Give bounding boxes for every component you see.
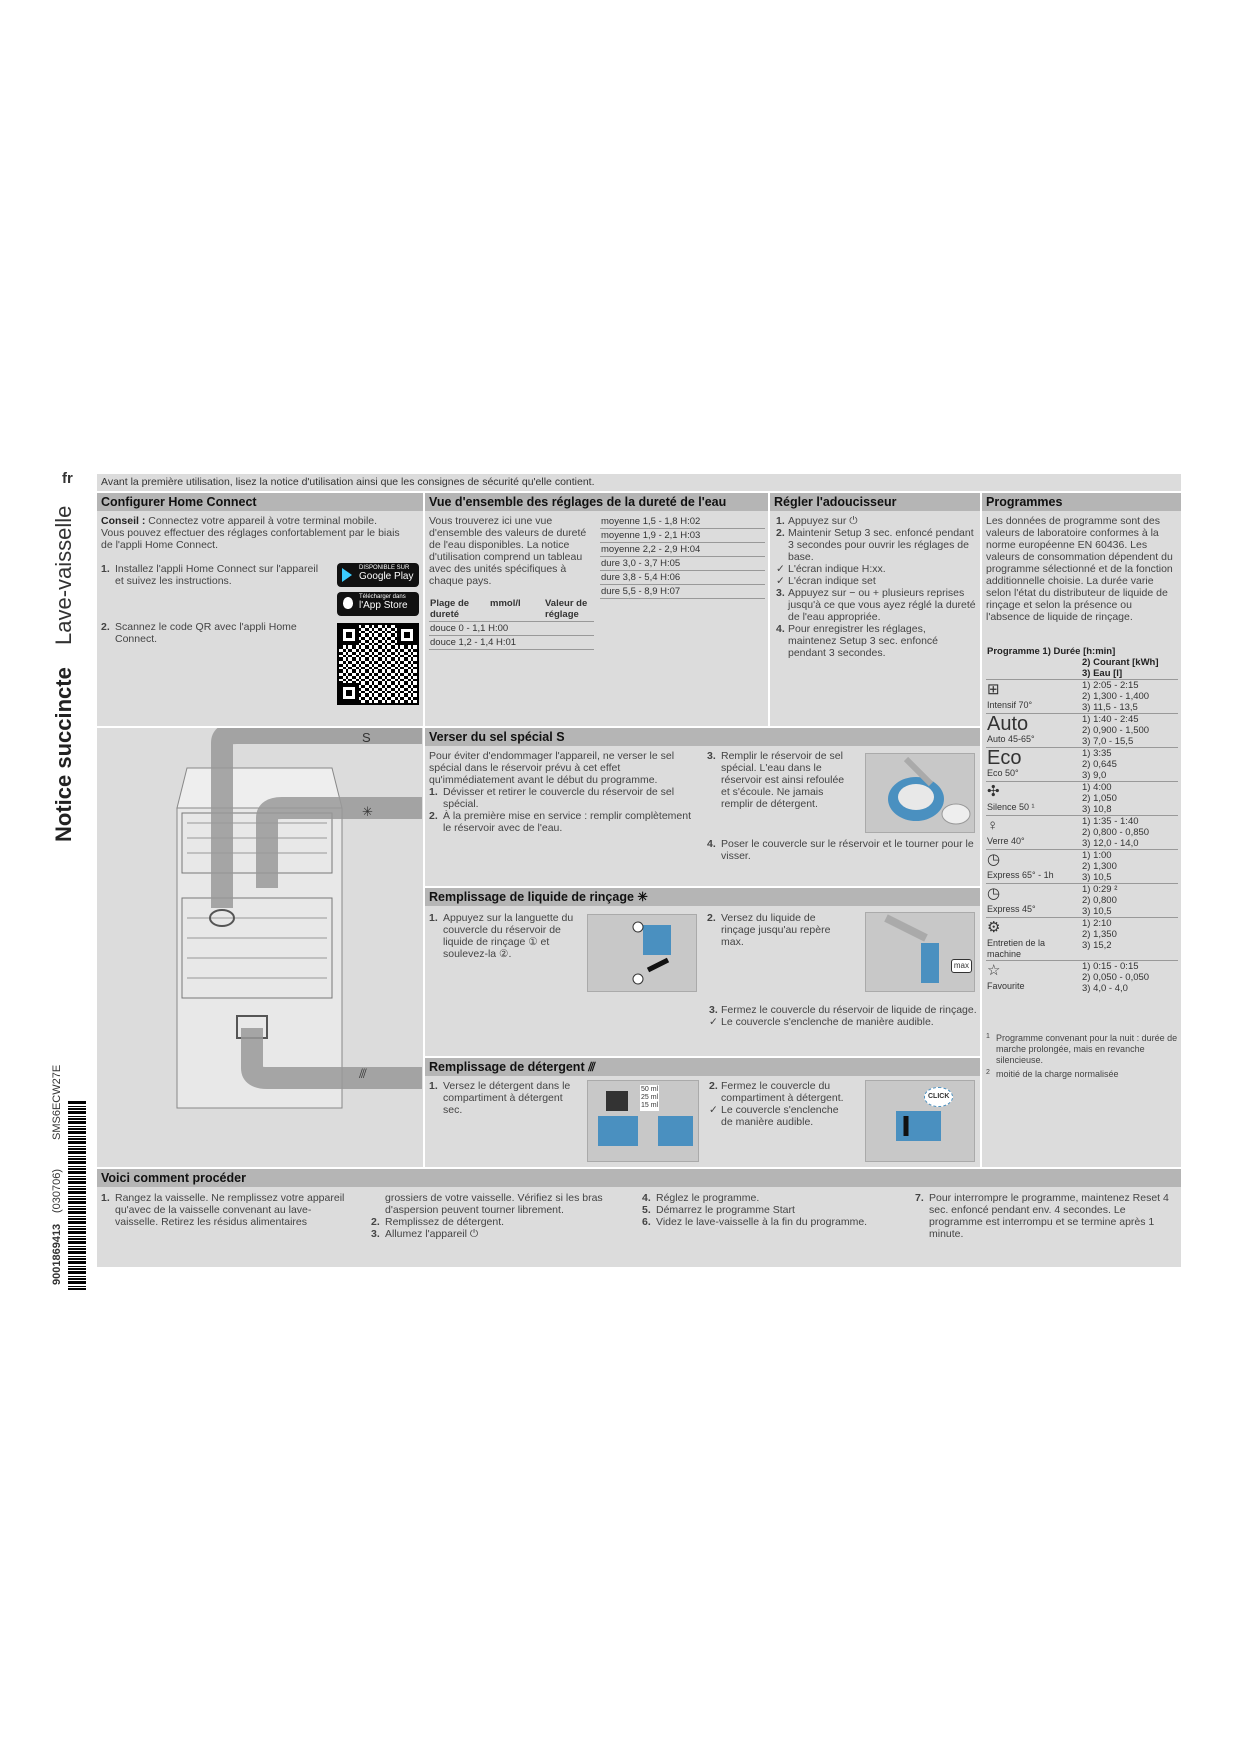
clock-icon: ◷ xyxy=(987,885,1001,902)
salt-steps-right xyxy=(707,750,852,810)
home-connect-step-1: 1. Installez l'appli Home Connect sur l'appareil et suivez les instructions. xyxy=(101,563,319,587)
rinse-check-3: ✓ Le couvercle s'enclenche de manière audible. xyxy=(709,1016,934,1028)
salt-title-icon: S xyxy=(556,730,565,744)
hardness-table-left xyxy=(429,597,594,650)
programme-value: 3) 9,0 xyxy=(1082,770,1107,781)
rinse-steps-mid xyxy=(707,912,847,948)
detergent-title: Remplissage de détergent xyxy=(429,1060,585,1074)
detergent-steps-left xyxy=(429,1080,574,1116)
rinse-steps-left xyxy=(429,912,574,960)
document-date: (030706) xyxy=(51,1168,63,1213)
programmes-panel xyxy=(982,493,1181,1167)
salt-steps-left xyxy=(429,786,699,834)
measure-15: 15 ml xyxy=(641,1102,659,1109)
hardness-row: moyenne 1,9 - 2,1 H:03 xyxy=(600,529,765,543)
programme-name-cell xyxy=(986,884,1081,918)
hardness-row: douce 1,2 - 1,4 H:01 xyxy=(429,636,594,650)
machine-care-icon: ⚙ xyxy=(987,919,1001,936)
dishwasher-illustration-panel xyxy=(97,728,423,1167)
rinse-aid-icon: ✳ xyxy=(362,804,373,819)
programme-row xyxy=(986,714,1178,748)
hardness-row: dure 5,5 - 8,9 H:07 xyxy=(600,585,765,599)
programme-value: 2) 0,645 xyxy=(1082,759,1117,770)
programme-values xyxy=(1081,782,1178,816)
softener-check-1: ✓ L'écran indique H:xx. xyxy=(776,563,886,575)
howto-col-3 xyxy=(642,1192,902,1228)
detergent-icon: ⫻ xyxy=(359,1066,367,1081)
programmes-header-1: Programme 1) Durée [h:min] xyxy=(987,646,1116,657)
programme-name-cell xyxy=(986,680,1081,714)
softener-steps xyxy=(774,515,976,659)
programme-name: Auto 45-65° xyxy=(987,734,1035,744)
hardness-panel xyxy=(425,493,768,726)
rinse-fill-image xyxy=(865,912,975,992)
hardness-row: moyenne 2,2 - 2,9 H:04 xyxy=(600,543,765,557)
salt-step-1: 1. Dévisser et retirer le couvercle du réservoir de sel spécial. xyxy=(429,786,675,810)
rinse-step-1: 1. Appuyez sur la languette du couvercle du réservoir de liquide de rinçage ① et soulevez-la ②. xyxy=(429,912,574,960)
detergent-check-2: ✓ Le couvercle s'enclenche de manière audible. xyxy=(709,1104,839,1128)
programme-row xyxy=(986,816,1178,850)
salt-step-3: 3. Remplir le réservoir de sel spécial. L'eau dans le réservoir est ainsi refoulée et s'écoule. Ne jamais remplir de détergent. xyxy=(707,750,845,810)
programme-value: 2) 1,300 xyxy=(1082,861,1117,872)
howto-panel xyxy=(97,1169,1181,1267)
hardness-text: Vous trouverez ici une vue d'ensemble des valeurs de dureté de l'eau disponibles. La notice d'utilisation comprend un tableau avec des unités spécifiques à chaque pays. xyxy=(429,515,587,587)
max-label: max xyxy=(951,959,972,973)
programme-name-cell xyxy=(986,850,1081,884)
howto-col-1 xyxy=(101,1192,621,1240)
howto-step-3: 3. Allumez l'appareil ⏻ xyxy=(371,1228,479,1240)
google-play-icon xyxy=(342,568,352,582)
programme-row xyxy=(986,850,1178,884)
howto-step-1: 1. Rangez la vaisselle. Ne remplissez votre appareil qu'avec de la vaisselle convenant au lave-vaisselle. Retirez les résidus alimentaires grossiers de votre vaisselle. Vérifiez si les bras d'aspersion peuvent tourner librement. xyxy=(101,1192,603,1228)
programme-value: 2) 0,800 xyxy=(1082,895,1117,906)
click-label: CLICK xyxy=(924,1087,953,1107)
programme-name: Intensif 70° xyxy=(987,700,1033,710)
programme-value: 3) 4,0 - 4,0 xyxy=(1082,983,1128,994)
home-connect-title: Configurer Home Connect xyxy=(97,493,423,511)
rinse-panel xyxy=(425,888,980,1056)
softener-step-4: 4. Pour enregistrer les réglages, maintenez Setup 3 sec. enfoncé pendant 3 secondes. xyxy=(776,623,939,659)
howto-step-4: 4. Réglez le programme. xyxy=(642,1192,760,1204)
programme-value: 2) 1,300 - 1,400 xyxy=(1082,691,1150,702)
home-connect-steps xyxy=(101,563,329,587)
softener-step-3: 3. Appuyez sur − ou + plusieurs reprises jusqu'à ce que vous ayez réglé la dureté de l'eau appropriée. xyxy=(776,587,976,623)
programme-value: 3) 12,0 - 14,0 xyxy=(1082,838,1139,849)
programme-value: 3) 7,0 - 15,5 xyxy=(1082,736,1134,747)
programme-row xyxy=(986,782,1178,816)
hardness-col-mmol: mmol/l xyxy=(489,597,544,622)
softener-check-2: ✓ L'écran indique set xyxy=(776,575,876,587)
programme-row xyxy=(986,961,1178,995)
tip-text: Connectez votre appareil à votre terminal mobile. Vous pouvez effectuer des réglages confortablement par le biais de l'appli Home Connect. xyxy=(101,515,400,551)
softener-title: Régler l'adoucisseur xyxy=(770,493,980,511)
howto-title: Voici comment procéder xyxy=(97,1169,1181,1187)
programme-name-cell xyxy=(986,748,1081,782)
programme-value: 1) 1:00 xyxy=(1082,850,1112,861)
programme-values xyxy=(1081,961,1178,995)
programmes-text: Les données de programme sont des valeurs de laboratoire conformes à la norme européenne EN 60436. Les valeurs de consommation dépendent du programme sélectionné et de la fonction additionnelle choisie. La durée varie selon l'état du distributeur de liquide de rinçage et selon la présence ou l'absence de liquide de rinçage. xyxy=(986,515,1173,623)
programme-row xyxy=(986,918,1178,961)
programme-value: 2) 0,800 - 0,850 xyxy=(1082,827,1150,838)
programme-value: 2) 0,050 - 0,050 xyxy=(1082,972,1150,983)
programme-value: 1) 2:05 - 2:15 xyxy=(1082,680,1139,691)
rinse-step-2: 2. Versez du liquide de rinçage jusqu'au repère max. xyxy=(707,912,831,948)
rinse-header xyxy=(425,888,980,906)
dishwasher-illustration xyxy=(97,728,423,1167)
detergent-step-2: 2. Fermez le couvercle du compartiment à détergent. xyxy=(709,1080,844,1104)
programmes-header-2: 2) Courant [kWh] 3) Eau [l] xyxy=(1082,657,1159,679)
salt-step-4: 4. Poser le couvercle sur le réservoir et le tourner pour le visser. xyxy=(707,838,974,862)
programme-value: 3) 11,5 - 13,5 xyxy=(1082,702,1138,713)
programme-values xyxy=(1081,748,1178,782)
howto-step-6: 6. Videz le lave-vaisselle à la fin du programme. xyxy=(642,1216,868,1228)
rinse-title: Remplissage de liquide de rinçage xyxy=(429,890,634,904)
salt-panel xyxy=(425,728,980,886)
programme-name: Eco 50° xyxy=(987,768,1019,778)
programme-values xyxy=(1081,680,1178,714)
detergent-close-image xyxy=(865,1080,975,1162)
programmes-title: Programmes xyxy=(982,493,1181,511)
programme-name-cell xyxy=(986,816,1081,850)
detergent-fill-image xyxy=(587,1080,699,1162)
language-code: fr xyxy=(62,470,73,487)
programme-row xyxy=(986,748,1178,782)
clock-icon: ◷ xyxy=(987,851,1001,868)
programme-logo-text: Eco xyxy=(987,747,1022,769)
programme-name: Express 65° - 1h xyxy=(987,870,1054,880)
programme-value: 3) 10,5 xyxy=(1082,906,1112,917)
home-connect-step-2: 2. Scannez le code QR avec l'appli Home Connect. xyxy=(101,621,297,645)
detergent-panel xyxy=(425,1058,980,1167)
home-connect-panel xyxy=(97,493,423,726)
hardness-table-right xyxy=(600,515,765,599)
softener-step-1: 1. Appuyez sur ⏻ xyxy=(776,515,858,527)
fan-icon: ✣ xyxy=(987,783,1000,800)
programme-value: 2) 0,900 - 1,500 xyxy=(1082,725,1150,736)
home-connect-steps-2 xyxy=(101,621,329,645)
app-store-badge[interactable]: Télécharger dans l'App Store xyxy=(337,592,419,616)
programme-value: 1) 1:35 - 1:40 xyxy=(1082,816,1139,827)
programme-name: Entretien de la machine xyxy=(987,938,1046,959)
rinse-step-3: 3. Fermez le couvercle du réservoir de liquide de rinçage. xyxy=(709,1004,977,1016)
measure-50: 50 ml xyxy=(641,1086,659,1093)
salt-image xyxy=(865,753,975,833)
hardness-row: dure 3,8 - 5,4 H:06 xyxy=(600,571,765,585)
glass-icon: ♀ xyxy=(987,817,999,834)
detergent-header xyxy=(425,1058,980,1076)
google-play-badge[interactable]: DISPONIBLE SUR Google Play xyxy=(337,563,419,587)
document-title: Notice succincte xyxy=(51,667,76,842)
star-icon: ☆ xyxy=(987,962,1001,979)
programme-value: 3) 10,8 xyxy=(1082,804,1112,815)
programme-name: Verre 40° xyxy=(987,836,1025,846)
programme-name: Favourite xyxy=(987,981,1025,991)
salt-steps-right-2 xyxy=(707,838,977,862)
programme-value: 1) 3:35 xyxy=(1082,748,1112,759)
programme-name-cell xyxy=(986,714,1081,748)
apple-icon xyxy=(343,597,353,609)
barcode xyxy=(68,1100,86,1290)
tip-label: Conseil : xyxy=(101,515,146,527)
programme-value: 1) 1:40 - 2:45 xyxy=(1082,714,1139,725)
detergent-step-1: 1. Versez le détergent dans le compartiment à détergent sec. xyxy=(429,1080,571,1116)
programme-name-cell xyxy=(986,961,1081,995)
hardness-row: dure 3,0 - 3,7 H:05 xyxy=(600,557,765,571)
programme-values xyxy=(1081,884,1178,918)
rinse-open-image xyxy=(587,914,697,992)
programme-value: 1) 4:00 xyxy=(1082,782,1112,793)
programmes-table xyxy=(986,646,1178,994)
programme-value: 1) 2:10 xyxy=(1082,918,1112,929)
hardness-row: douce 0 - 1,1 H:00 xyxy=(429,622,594,636)
howto-step-7: 7. Pour interrompre le programme, maintenez Reset 4 sec. enfoncé pendant env. 4 secondes. Le programme est interrompu et se termine après 1 minute. xyxy=(915,1192,1169,1240)
softener-panel xyxy=(770,493,980,726)
detergent-title-icon: ⫻ xyxy=(588,1060,596,1074)
rinse-steps-bottom xyxy=(707,1004,977,1028)
hardness-col-range: Plage de dureté xyxy=(429,597,489,622)
programmes-footnote-1: 1 Programme convenant pour la nuit : durée de marche prolongée, mais en revanche silencieuse. xyxy=(986,1033,1178,1065)
programme-name: Silence 50 ¹ xyxy=(987,802,1035,812)
programme-name: Express 45° xyxy=(987,904,1036,914)
document-code: 9001869413 xyxy=(51,1223,63,1285)
programme-values xyxy=(1081,850,1178,884)
measure-labels xyxy=(640,1085,659,1111)
hardness-title: Vue d'ensemble des réglages de la dureté de l'eau xyxy=(425,493,768,511)
salt-step-2: 2. À la première mise en service : remplir complètement le réservoir avec de l'eau. xyxy=(429,810,692,834)
howto-step-5: 5. Démarrez le programme Start xyxy=(642,1204,795,1216)
intro-text: Avant la première utilisation, lisez la notice d'utilisation ainsi que les consignes de sécurité qu'elle contient. xyxy=(101,476,595,488)
programme-name-cell xyxy=(986,918,1081,961)
qr-code[interactable] xyxy=(337,623,419,705)
programme-value: 2) 1,350 xyxy=(1082,929,1117,940)
salt-icon: S xyxy=(362,730,371,745)
softener-step-2: 2. Maintenir Setup 3 sec. enfoncé pendant 3 secondes pour ouvrir les réglages de base. xyxy=(776,527,974,563)
programme-values xyxy=(1081,714,1178,748)
detergent-steps-right xyxy=(707,1080,852,1128)
rinse-title-icon: ✳ xyxy=(637,890,648,904)
programme-value: 1) 0:15 - 0:15 xyxy=(1082,961,1139,972)
pot-icon: ⊞ xyxy=(987,681,1000,698)
salt-title: Verser du sel spécial xyxy=(429,730,553,744)
howto-col-4 xyxy=(915,1192,1177,1240)
model-number: SMS6ECW27E xyxy=(51,1064,63,1140)
programme-row xyxy=(986,680,1178,714)
programme-value: 2) 1,050 xyxy=(1082,793,1117,804)
programme-values xyxy=(1081,918,1178,961)
programme-name-cell xyxy=(986,782,1081,816)
hardness-row: moyenne 1,5 - 1,8 H:02 xyxy=(600,515,765,529)
document-subtitle: Lave-vaisselle xyxy=(51,505,76,645)
salt-intro: Pour éviter d'endommager l'appareil, ne verser le sel spécial dans le réservoir prévu à cet effet qu'immédiatement avant le début du programme. xyxy=(429,750,675,786)
programme-row xyxy=(986,884,1178,918)
programme-logo-text: Auto xyxy=(987,713,1029,735)
programme-value: 1) 0:29 ² xyxy=(1082,884,1118,895)
salt-header xyxy=(425,728,980,746)
programme-value: 3) 10,5 xyxy=(1082,872,1112,883)
intro-bar xyxy=(97,474,1181,491)
hardness-col-value: Valeur de réglage xyxy=(544,597,594,622)
measure-25: 25 ml xyxy=(641,1094,659,1101)
programme-values xyxy=(1081,816,1178,850)
programmes-footnote-2: 2 moitié de la charge normalisée xyxy=(986,1069,1119,1079)
howto-step-2: 2. Remplissez de détergent. xyxy=(371,1216,505,1228)
home-connect-tip xyxy=(101,515,401,551)
programme-value: 3) 15,2 xyxy=(1082,940,1112,951)
